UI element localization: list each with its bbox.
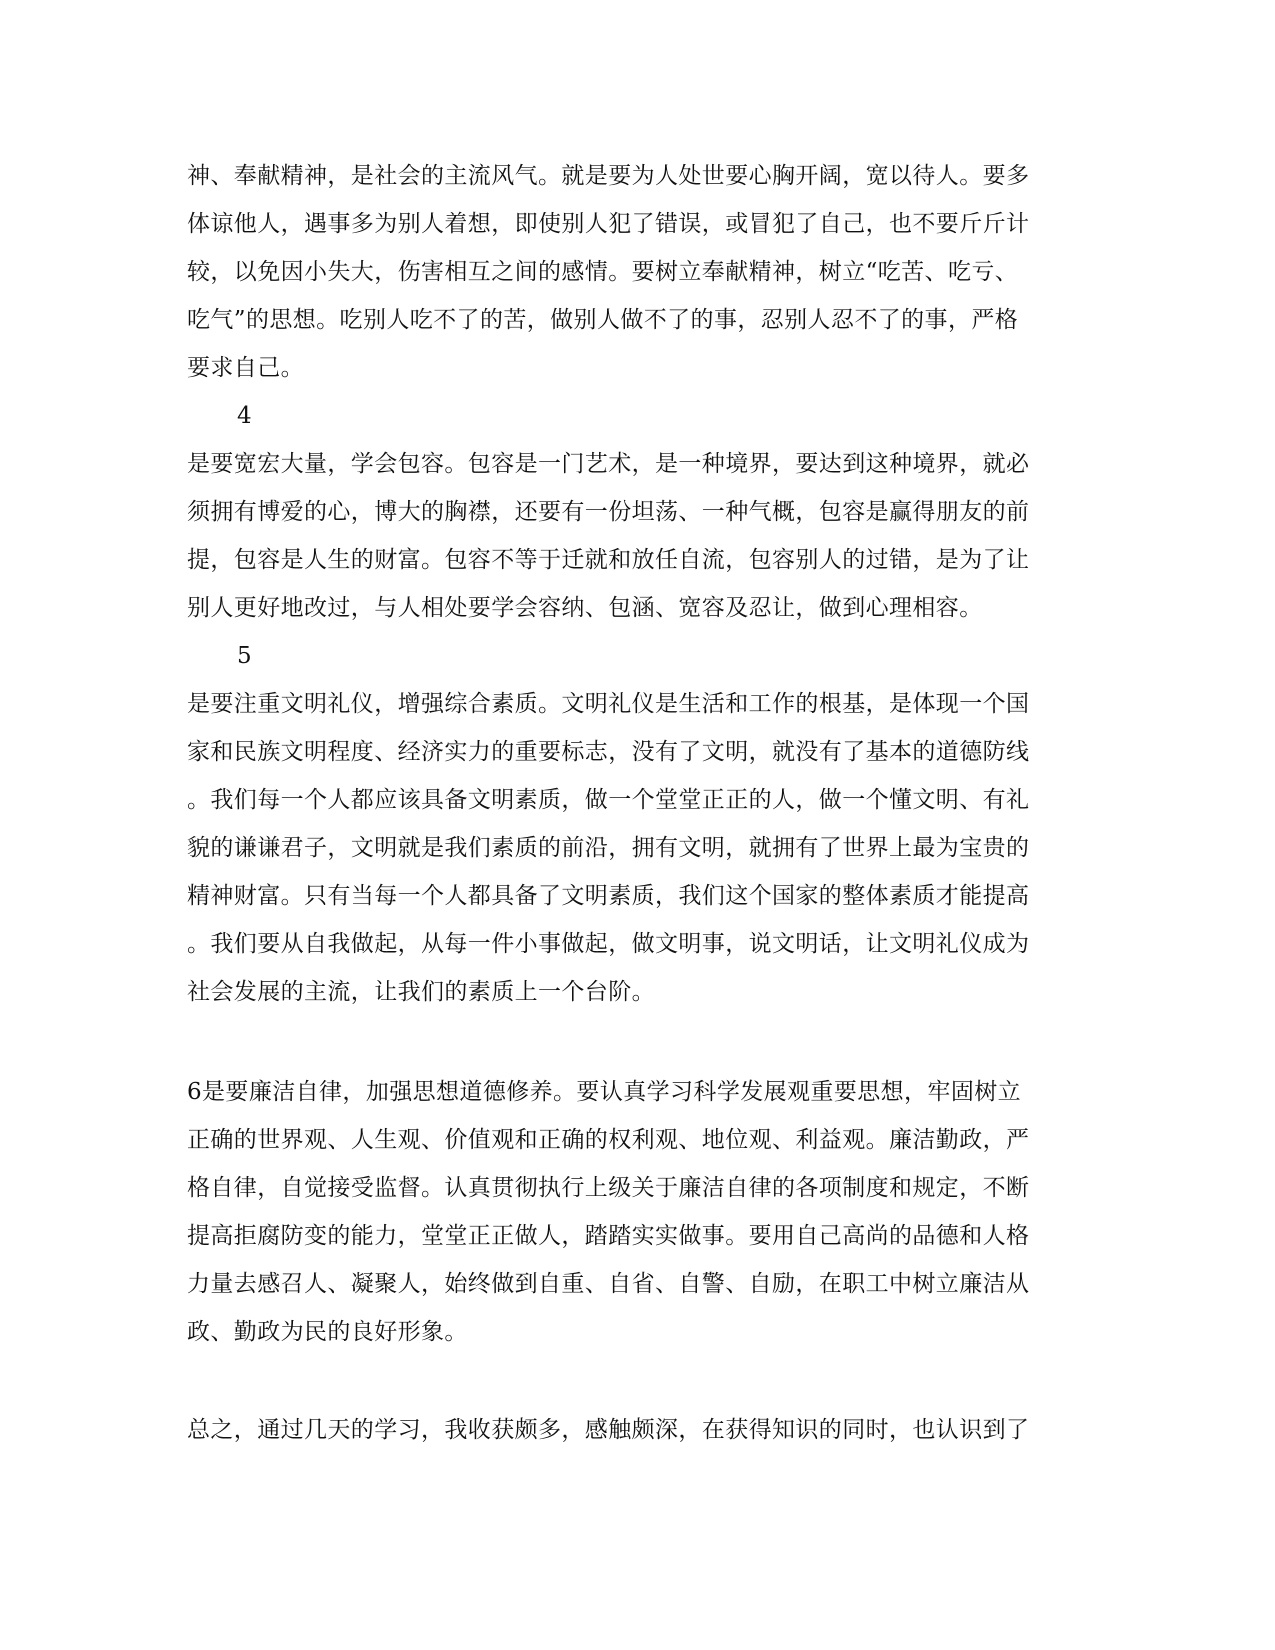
text-line: 提高拒腐防变的能力，堂堂正正做人，踏踏实实做事。要用自己高尚的品德和人格 <box>187 1223 1030 1249</box>
text-line: 别人更好地改过，与人相处要学会容纳、包涵、宽容及忍让，做到心理相容。 <box>187 595 983 621</box>
text-line: 提，包容是人生的财富。包容不等于迁就和放任自流，包容别人的过错，是为了让 <box>187 547 1030 573</box>
text-line: 社会发展的主流，让我们的素质上一个台阶。 <box>187 979 655 1005</box>
text-line: 是要宽宏大量，学会包容。包容是一门艺术，是一种境界，要达到这种境界，就必 <box>187 451 1030 477</box>
text-line: 须拥有博爱的心，博大的胸襟，还要有一份坦荡、一种气概，包容是赢得朋友的前 <box>187 499 1030 525</box>
text-line: 。我们要从自我做起，从每一件小事做起，做文明事，说文明话，让文明礼仪成为 <box>187 931 1030 957</box>
text-line: 要求自己。 <box>187 355 304 381</box>
text-line: 格自律，自觉接受监督。认真贯彻执行上级关于廉洁自律的各项制度和规定，不断 <box>187 1175 1030 1201</box>
text-line: 政、勤政为民的良好形象。 <box>187 1319 468 1345</box>
text-line: 总之，通过几天的学习，我收获颇多，感触颇深，在获得知识的同时，也认识到了 <box>187 1417 1030 1443</box>
text-line: 。我们每一个人都应该具备文明素质，做一个堂堂正正的人，做一个懂文明、有礼 <box>187 787 1030 813</box>
text-line: 体谅他人，遇事多为别人着想，即使别人犯了错误，或冒犯了自己，也不要斤斤计 <box>187 211 1030 237</box>
text-line: 是要注重文明礼仪，增强综合素质。文明礼仪是生活和工作的根基，是体现一个国 <box>187 691 1030 717</box>
text-line: 较，以免因小失大，伤害相互之间的感情。要树立奉献精神，树立“吃苦、吃亏、 <box>187 259 1019 285</box>
text-line: 家和民族文明程度、经济实力的重要标志，没有了文明，就没有了基本的道德防线 <box>187 739 1030 765</box>
text-line: 正确的世界观、人生观、价值观和正确的权利观、地位观、利益观。廉洁勤政，严 <box>187 1127 1030 1153</box>
text-line: 吃气”的思想。吃别人吃不了的苦，做别人做不了的事，忍别人忍不了的事，严格 <box>187 307 1019 333</box>
text-line: 6是要廉洁自律，加强思想道德修养。要认真学习科学发展观重要思想，牢固树立 <box>187 1079 1022 1105</box>
text-line: 神、奉献精神，是社会的主流风气。就是要为人处世要心胸开阔，宽以待人。要多 <box>187 163 1030 189</box>
text-line: 精神财富。只有当每一个人都具备了文明素质，我们这个国家的整体素质才能提高 <box>187 883 1030 909</box>
item-number: 5 <box>237 643 252 669</box>
text-line: 貌的谦谦君子，文明就是我们素质的前沿，拥有文明，就拥有了世界上最为宝贵的 <box>187 835 1030 861</box>
text-line: 力量去感召人、凝聚人，始终做到自重、自省、自警、自励，在职工中树立廉洁从 <box>187 1271 1030 1297</box>
item-number: 4 <box>237 403 252 429</box>
